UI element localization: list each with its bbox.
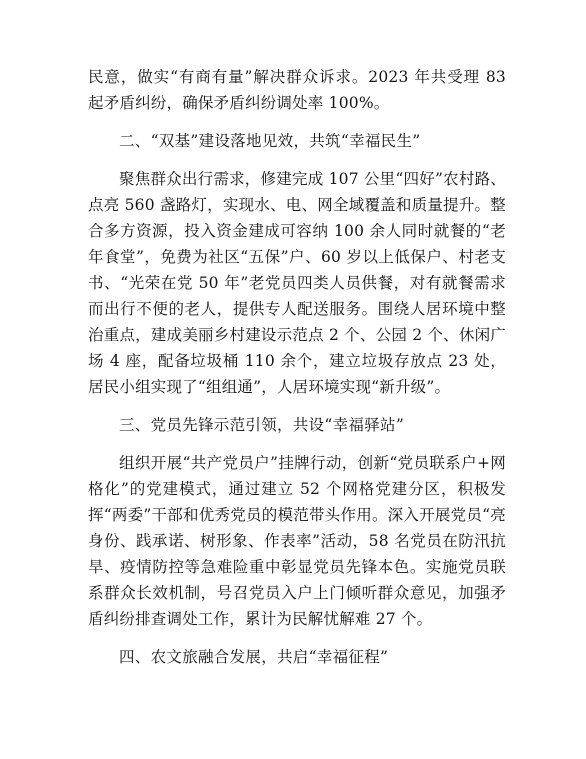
paragraph-section-2: 聚焦群众出行需求，修建完成 107 公里“四好”农村路、点亮 560 盏路灯，实现水、电、网全域覆盖和质量提升。整合多方资源，投入资金建成可容纳 100 余人同时就餐的“老年食堂”，免费为社区“五保”户、60 岁以上低保户、村老支书、“光荣在党 50 年”老党员四类人员供餐，对有就餐需求而出行不便的老人，提供专人配送服务。围绕人居环境中整治重点，建成美丽乡村建设示范点 2 个、公园 2 个、休闲广场 4 座，配备垃圾桶 110 余个，建立垃圾存放点 23 处，居民小组实现了“组组通”，人居环境实现“新升级”。 <box>88 170 506 396</box>
section-heading-4: 四、农文旅融合发展，共启“幸福征程” <box>119 648 389 666</box>
section-heading-2: 二、“双基”建设落地见效，共筑“幸福民生” <box>119 132 421 150</box>
section-heading-3: 三、党员先锋示范引领，共设“幸福驿站” <box>119 416 405 434</box>
paragraph-section-3: 组织开展“共产党员户”挂牌行动，创新“党员联系户+网格化”的党建模式，通过建立 52 个网格党建分区，积极发挥“两委”干部和优秀党员的模范带头作用。深入开展党员“亮身份、践承诺、树形象、作表率”活动，58 名党员在防汛抗旱、疫情防控等急难险重中彰显党员先锋本色。实施党员联系群众长效机制，号召党员入户上门倾听群众意见，加强矛盾纠纷排查调处工作，累计为民解忧解难 27 个。 <box>88 454 506 628</box>
paragraph-intro: 民意，做实“有商有量”解决群众诉求。2023 年共受理 83 起矛盾纠纷，确保矛盾纠纷调处率 100%。 <box>88 68 506 112</box>
document-body <box>88 64 506 682</box>
